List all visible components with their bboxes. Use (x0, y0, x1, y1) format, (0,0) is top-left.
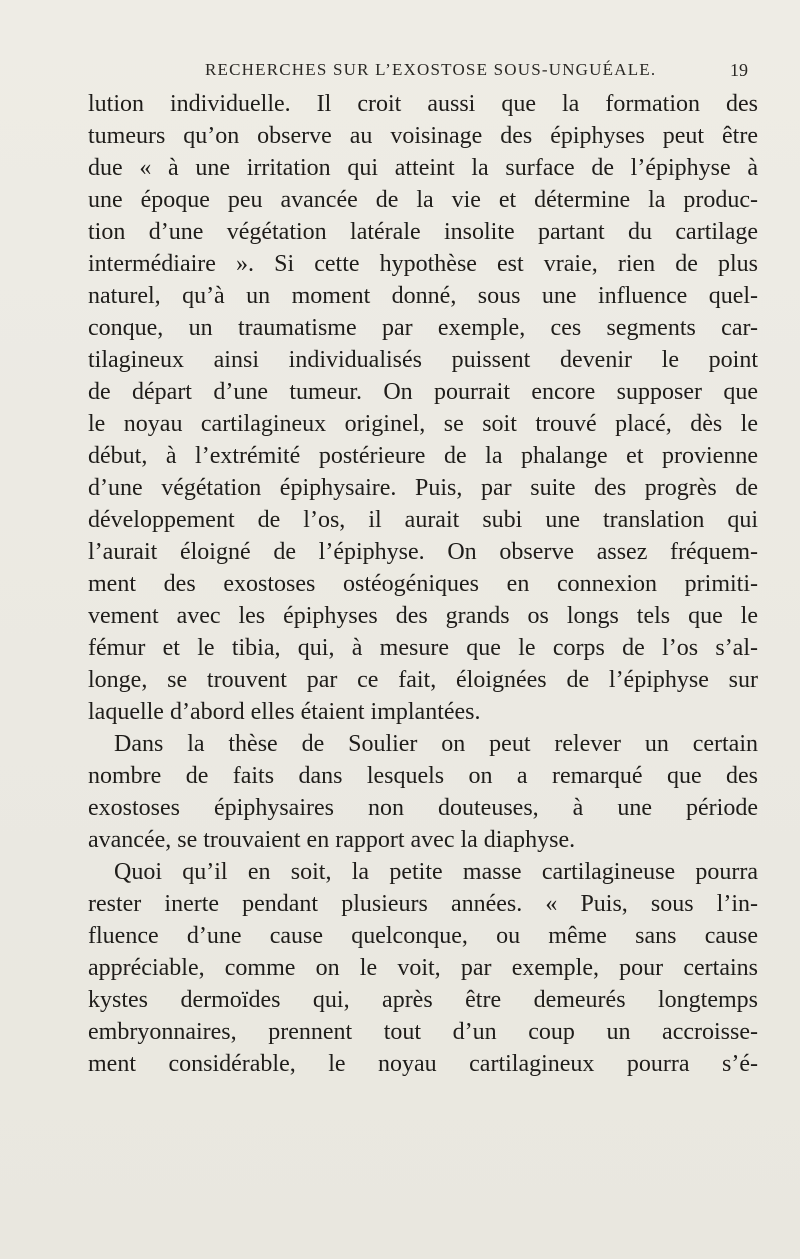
text-line: ment des exostoses ostéogéniques en connexion primiti- (88, 571, 758, 597)
text-line: Quoi qu’il en soit, la petite masse cartilagineuse pourra (114, 859, 758, 885)
text-line: longe, se trouvent par ce fait, éloignées de l’épiphyse sur (88, 667, 758, 693)
text-line: conque, un traumatisme par exemple, ces segments car- (88, 315, 758, 341)
text-line: le noyau cartilagineux originel, se soit trouvé placé, dès le (88, 411, 758, 437)
text-line: appréciable, comme on le voit, par exemple, pour certains (88, 955, 758, 981)
text-line: de départ d’une tumeur. On pourrait encore supposer que (88, 379, 758, 405)
running-head: RECHERCHES SUR L’EXOSTOSE SOUS-UNGUÉALE. (205, 60, 657, 79)
text-line: lution individuelle. Il croit aussi que la formation des (88, 91, 758, 117)
text-line: rester inerte pendant plusieurs années. « Puis, sous l’in- (88, 891, 758, 917)
text-line: l’aurait éloigné de l’épiphyse. On observe assez fréquem- (88, 539, 758, 565)
text-line: une époque peu avancée de la vie et détermine la produc- (88, 187, 758, 213)
text-line: naturel, qu’à un moment donné, sous une influence quel- (88, 283, 758, 309)
text-line: vement avec les épiphyses des grands os longs tels que le (88, 603, 758, 629)
text-line: intermédiaire ». Si cette hypothèse est vraie, rien de plus (88, 251, 758, 277)
text-line: ment considérable, le noyau cartilagineux pourra s’é- (88, 1051, 758, 1077)
text-line: avancée, se trouvaient en rapport avec la diaphyse. (88, 827, 576, 853)
text-line: laquelle d’abord elles étaient implantées. (88, 699, 481, 725)
text-line: tilagineux ainsi individualisés puissent devenir le point (88, 347, 758, 373)
page-number: 19 (730, 60, 748, 80)
text-line: due « à une irritation qui atteint la surface de l’épiphyse à (88, 155, 758, 181)
text-line: tion d’une végétation latérale insolite partant du cartilage (88, 219, 758, 245)
text-line: début, à l’extrémité postérieure de la phalange et provienne (88, 443, 758, 469)
text-line: fémur et le tibia, qui, à mesure que le corps de l’os s’al- (88, 635, 758, 661)
text-line: d’une végétation épiphysaire. Puis, par suite des progrès de (88, 475, 758, 501)
text-line: nombre de faits dans lesquels on a remarqué que des (88, 763, 758, 789)
text-line: développement de l’os, il aurait subi une translation qui (88, 507, 758, 533)
text-line: fluence d’une cause quelconque, ou même sans cause (88, 923, 758, 949)
text-line: tumeurs qu’on observe au voisinage des épiphyses peut être (88, 123, 758, 149)
text-line: embryonnaires, prennent tout d’un coup un accroisse- (88, 1019, 758, 1045)
body-text (88, 88, 758, 1080)
text-line: Dans la thèse de Soulier on peut relever un certain (114, 731, 758, 757)
text-line: exostoses épiphysaires non douteuses, à une période (88, 795, 758, 821)
text-line: kystes dermoïdes qui, après être demeurés longtemps (88, 987, 758, 1013)
